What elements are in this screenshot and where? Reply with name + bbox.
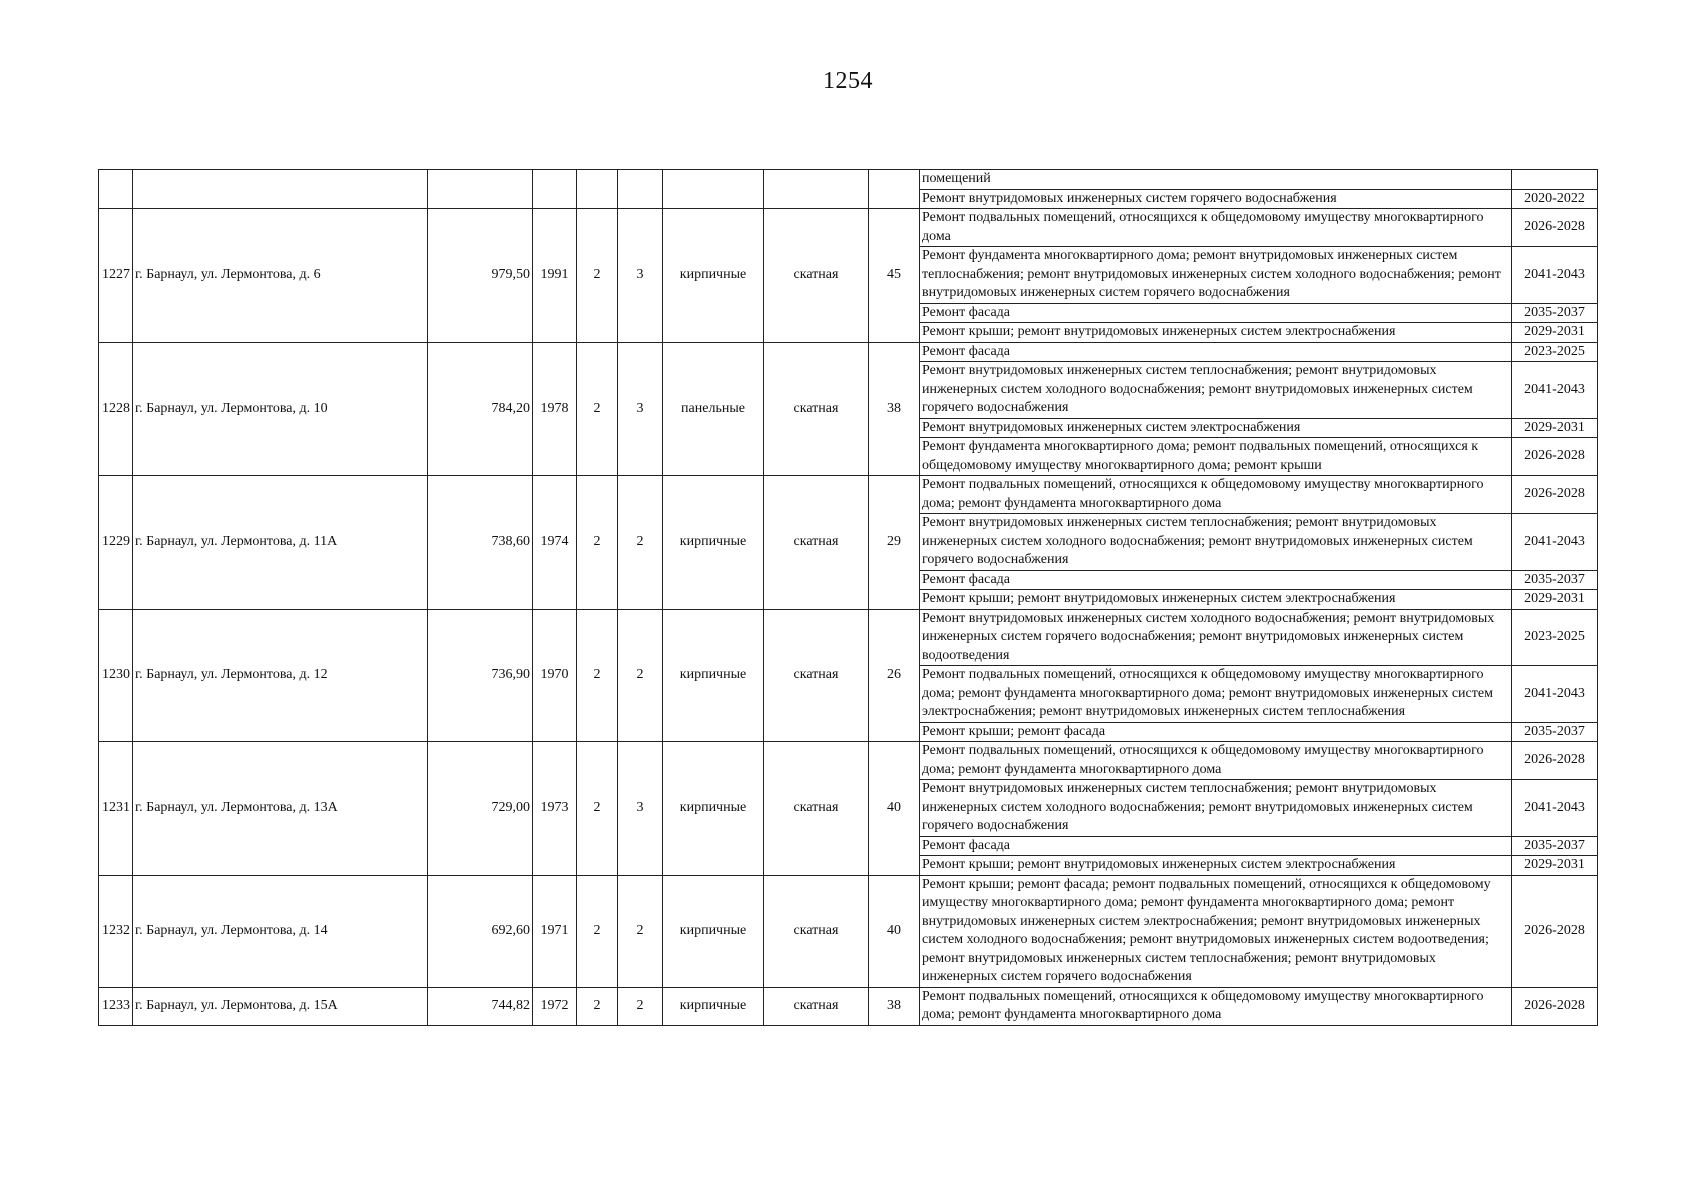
commission-year: 1978 [533, 342, 577, 476]
work-description: Ремонт подвальных помещений, относящихся к общедомовому имуществу многоквартирного дома; ремонт фундамента многоквартирного дома [920, 987, 1512, 1025]
building-area: 784,20 [428, 342, 533, 476]
work-period: 2029-2031 [1512, 418, 1598, 438]
wall-material: кирпичные [663, 209, 764, 343]
building-address: г. Барнаул, ул. Лермонтова, д. 14 [133, 875, 428, 987]
row-number: 1230 [99, 609, 133, 742]
table-row [99, 209, 1598, 247]
entrances-count: 2 [618, 476, 663, 610]
work-period: 2026-2028 [1512, 875, 1598, 987]
work-description: Ремонт внутридомовых инженерных систем холодного водоснабжения; ремонт внутридомовых инженерных систем горячего водоснабжения; ремонт внутридомовых инженерных систем водоотведения [920, 609, 1512, 666]
floors-count: 2 [577, 342, 618, 476]
floors-count: 2 [577, 987, 618, 1025]
building-area: 979,50 [428, 209, 533, 343]
roof-type: скатная [764, 609, 869, 742]
work-period [1512, 170, 1598, 190]
wall-material: кирпичные [663, 609, 764, 742]
table-row [99, 476, 1598, 514]
table-row [99, 742, 1598, 780]
col5-cell [577, 170, 618, 209]
roof-cell [764, 170, 869, 209]
residents-count: 45 [869, 209, 920, 343]
roof-type: скатная [764, 875, 869, 987]
wall-material: кирпичные [663, 987, 764, 1025]
commission-year: 1974 [533, 476, 577, 610]
work-description: Ремонт фундамента многоквартирного дома; ремонт внутридомовых инженерных систем теплоснабжения; ремонт внутридомовых инженерных систем холодного водоснабжения; ремонт внутридомовых инженерных систем горячего водоснабжения [920, 247, 1512, 304]
residents-count: 38 [869, 987, 920, 1025]
entrances-count: 2 [618, 987, 663, 1025]
work-period: 2041-2043 [1512, 247, 1598, 304]
floors-count: 2 [577, 742, 618, 876]
row-number: 1228 [99, 342, 133, 476]
work-description: Ремонт фасада [920, 836, 1512, 856]
work-period: 2041-2043 [1512, 780, 1598, 837]
work-description: Ремонт фасада [920, 303, 1512, 323]
row-number: 1229 [99, 476, 133, 610]
work-period: 2026-2028 [1512, 476, 1598, 514]
floors-count: 2 [577, 476, 618, 610]
floors-count: 2 [577, 209, 618, 343]
work-description: Ремонт подвальных помещений, относящихся к общедомовому имуществу многоквартирного дома [920, 209, 1512, 247]
commission-year: 1972 [533, 987, 577, 1025]
building-address: г. Барнаул, ул. Лермонтова, д. 11А [133, 476, 428, 610]
building-address: г. Барнаул, ул. Лермонтова, д. 15А [133, 987, 428, 1025]
work-description: Ремонт крыши; ремонт внутридомовых инженерных систем электроснабжения [920, 323, 1512, 343]
residents-count: 40 [869, 742, 920, 876]
building-address: г. Барнаул, ул. Лермонтова, д. 13А [133, 742, 428, 876]
table-body [99, 170, 1598, 1026]
housing-registry-table [98, 169, 1598, 1026]
work-description: Ремонт крыши; ремонт фасада; ремонт подвальных помещений, относящихся к общедомовому имуществу многоквартирного дома; ремонт фундамента многоквартирного дома; ремонт внутридомовых инженерных систем электроснабжения; ремонт внутридомовых инженерных систем холодного водоснабжения; ремонт внутридомовых инженерных систем водоотведения; ремонт внутридомовых инженерных систем теплоснабжения; ремонт внутридомовых инженерных систем горячего водоснабжения [920, 875, 1512, 987]
entrances-count: 3 [618, 209, 663, 343]
entrances-count: 2 [618, 609, 663, 742]
work-description: Ремонт крыши; ремонт внутридомовых инженерных систем электроснабжения [920, 590, 1512, 610]
building-address: г. Барнаул, ул. Лермонтова, д. 12 [133, 609, 428, 742]
work-period: 2026-2028 [1512, 987, 1598, 1025]
work-period: 2035-2037 [1512, 836, 1598, 856]
continuation-row [99, 170, 1598, 190]
entrances-count: 2 [618, 875, 663, 987]
roof-type: скатная [764, 742, 869, 876]
row-number: 1227 [99, 209, 133, 343]
row-number: 1232 [99, 875, 133, 987]
work-description: Ремонт подвальных помещений, относящихся к общедомовому имуществу многоквартирного дома; ремонт фундамента многоквартирного дома [920, 476, 1512, 514]
work-description: Ремонт подвальных помещений, относящихся к общедомовому имуществу многоквартирного дома; ремонт фундамента многоквартирного дома; ремонт внутридомовых инженерных систем электроснабжения; ремонт внутридомовых инженерных систем теплоснабжения [920, 666, 1512, 723]
commission-year: 1970 [533, 609, 577, 742]
work-period: 2026-2028 [1512, 742, 1598, 780]
year-cell [533, 170, 577, 209]
building-address: г. Барнаул, ул. Лермонтова, д. 10 [133, 342, 428, 476]
table-row [99, 875, 1598, 987]
work-description: Ремонт крыши; ремонт фасада [920, 722, 1512, 742]
work-period: 2035-2037 [1512, 722, 1598, 742]
work-description: Ремонт внутридомовых инженерных систем теплоснабжения; ремонт внутридомовых инженерных систем холодного водоснабжения; ремонт внутридомовых инженерных систем горячего водоснабжения [920, 362, 1512, 419]
building-area: 744,82 [428, 987, 533, 1025]
work-description: Ремонт крыши; ремонт внутридомовых инженерных систем электроснабжения [920, 856, 1512, 876]
col6-cell [618, 170, 663, 209]
work-period: 2026-2028 [1512, 209, 1598, 247]
entrances-count: 3 [618, 342, 663, 476]
work-period: 2026-2028 [1512, 438, 1598, 476]
row-number: 1233 [99, 987, 133, 1025]
work-description: Ремонт внутридомовых инженерных систем горячего водоснабжения [920, 189, 1512, 209]
building-area: 729,00 [428, 742, 533, 876]
work-period: 2035-2037 [1512, 303, 1598, 323]
work-description: Ремонт внутридомовых инженерных систем теплоснабжения; ремонт внутридомовых инженерных систем холодного водоснабжения; ремонт внутридомовых инженерных систем горячего водоснабжения [920, 514, 1512, 571]
work-description: Ремонт фундамента многоквартирного дома; ремонт подвальных помещений, относящихся к общедомовому имуществу многоквартирного дома; ремонт крыши [920, 438, 1512, 476]
commission-year: 1991 [533, 209, 577, 343]
floors-count: 2 [577, 875, 618, 987]
building-area: 736,90 [428, 609, 533, 742]
work-period: 2041-2043 [1512, 362, 1598, 419]
building-area: 692,60 [428, 875, 533, 987]
table-row [99, 987, 1598, 1025]
residents-count: 38 [869, 342, 920, 476]
work-description: помещений [920, 170, 1512, 190]
work-period: 2029-2031 [1512, 323, 1598, 343]
commission-year: 1971 [533, 875, 577, 987]
residents-count: 26 [869, 609, 920, 742]
row-number: 1231 [99, 742, 133, 876]
work-description: Ремонт внутридомовых инженерных систем теплоснабжения; ремонт внутридомовых инженерных систем холодного водоснабжения; ремонт внутридомовых инженерных систем горячего водоснабжения [920, 780, 1512, 837]
roof-type: скатная [764, 209, 869, 343]
floors-count: 2 [577, 609, 618, 742]
roof-type: скатная [764, 476, 869, 610]
residents-count: 40 [869, 875, 920, 987]
roof-type: скатная [764, 987, 869, 1025]
commission-year: 1973 [533, 742, 577, 876]
work-period: 2029-2031 [1512, 590, 1598, 610]
number-cell [99, 170, 133, 209]
residents-cell [869, 170, 920, 209]
residents-count: 29 [869, 476, 920, 610]
wall-material: кирпичные [663, 742, 764, 876]
table-row [99, 342, 1598, 362]
work-period: 2041-2043 [1512, 666, 1598, 723]
work-description: Ремонт фасада [920, 342, 1512, 362]
building-area: 738,60 [428, 476, 533, 610]
table-row [99, 609, 1598, 666]
address-cell [133, 170, 428, 209]
page-number: 1254 [823, 68, 873, 94]
wall-material: кирпичные [663, 875, 764, 987]
work-period: 2023-2025 [1512, 342, 1598, 362]
work-period: 2041-2043 [1512, 514, 1598, 571]
wall-material: панельные [663, 342, 764, 476]
work-description: Ремонт фасада [920, 570, 1512, 590]
work-description: Ремонт подвальных помещений, относящихся к общедомовому имуществу многоквартирного дома; ремонт фундамента многоквартирного дома [920, 742, 1512, 780]
work-period: 2035-2037 [1512, 570, 1598, 590]
work-description: Ремонт внутридомовых инженерных систем электроснабжения [920, 418, 1512, 438]
roof-type: скатная [764, 342, 869, 476]
area-cell [428, 170, 533, 209]
work-period: 2029-2031 [1512, 856, 1598, 876]
work-period: 2020-2022 [1512, 189, 1598, 209]
wall-material: кирпичные [663, 476, 764, 610]
entrances-count: 3 [618, 742, 663, 876]
building-address: г. Барнаул, ул. Лермонтова, д. 6 [133, 209, 428, 343]
walls-cell [663, 170, 764, 209]
work-period: 2023-2025 [1512, 609, 1598, 666]
